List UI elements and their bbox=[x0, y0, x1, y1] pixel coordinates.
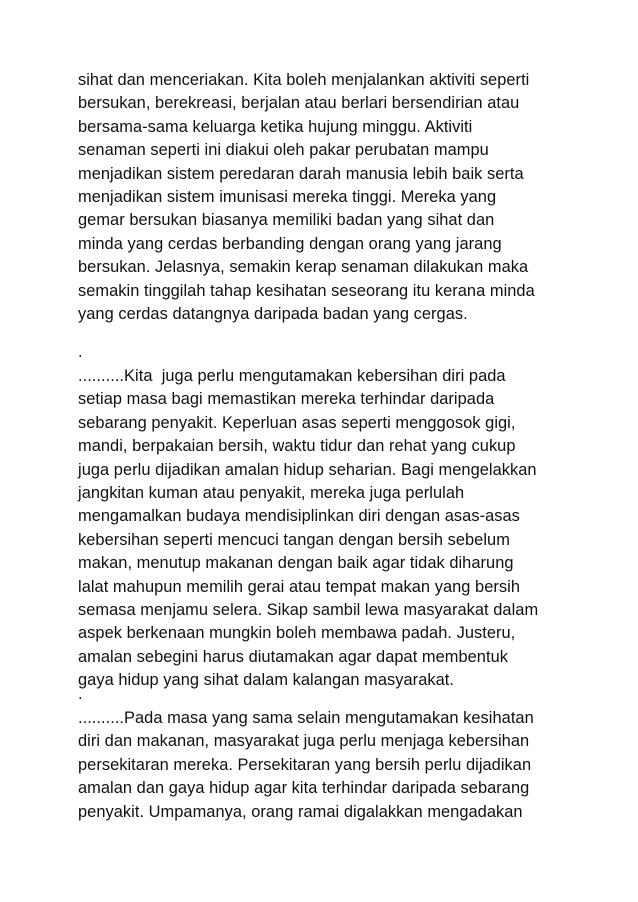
paragraph-line: lalat mahupun memilih gerai atau tempat makan yang bersih bbox=[78, 577, 520, 596]
paragraph-line: diri dan makanan, masyarakat juga perlu menjaga kebersihan bbox=[78, 732, 530, 751]
paragraph-separator bbox=[78, 341, 578, 364]
separator-dot: . bbox=[78, 685, 83, 703]
paragraph-line: mengamalkan budaya mendisiplinkan diri dengan asas-asas bbox=[78, 507, 520, 526]
paragraph-2 bbox=[78, 365, 578, 692]
paragraph-line: semasa menjamu selera. Sikap sambil lewa masyarakat dalam bbox=[78, 600, 539, 619]
paragraph-3 bbox=[78, 707, 578, 824]
paragraph-line: makan, menutup makanan dengan baik agar tidak diharung bbox=[78, 554, 514, 573]
paragraph-line: senaman seperti ini diakui oleh pakar perubatan mampu bbox=[78, 141, 489, 160]
paragraph-line: menjadikan sistem peredaran darah manusia lebih baik serta bbox=[78, 164, 524, 183]
paragraph-line: bersukan. Jelasnya, semakin kerap senaman dilakukan maka bbox=[78, 258, 529, 277]
paragraph-line: bersama-sama keluarga ketika hujung minggu. Aktiviti bbox=[78, 117, 473, 136]
paragraph-line: amalan sebegini harus diutamakan agar dapat membentuk bbox=[78, 647, 508, 666]
paragraph-line: bersukan, berekreasi, berjalan atau berlari bersendirian atau bbox=[78, 94, 520, 113]
paragraph-line: amalan dan gaya hidup agar kita terhindar daripada sebarang bbox=[78, 779, 530, 798]
paragraph-line: sebarang penyakit. Keperluan asas seperti menggosok gigi, bbox=[78, 413, 516, 432]
paragraph-line: gaya hidup yang sihat dalam kalangan masyarakat. bbox=[78, 671, 454, 690]
paragraph-line: mandi, berpakaian bersih, waktu tidur dan rehat yang cukup bbox=[78, 437, 516, 456]
paragraph-line: semakin tinggilah tahap kesihatan seseorang itu kerana minda bbox=[78, 281, 535, 300]
paragraph-line: aspek berkenaan mungkin boleh membawa padah. Justeru, bbox=[78, 624, 516, 643]
paragraph-line: minda yang cerdas berbanding dengan orang yang jarang bbox=[78, 234, 502, 253]
paragraph-line: ..........Pada masa yang sama selain mengutamakan kesihatan bbox=[78, 709, 534, 727]
paragraph-line: kebersihan seperti mencuci tangan dengan bersih sebelum bbox=[78, 530, 510, 549]
paragraph-separator bbox=[78, 683, 578, 706]
separator-dot: . bbox=[78, 343, 83, 361]
paragraph-line: persekitaran mereka. Persekitaran yang bersih perlu dijadikan bbox=[78, 755, 532, 774]
paragraph-line: sihat dan menceriakan. Kita boleh menjalankan aktiviti seperti bbox=[78, 71, 530, 89]
paragraph-line: penyakit. Umpamanya, orang ramai digalakkan mengadakan bbox=[78, 802, 523, 821]
paragraph-line: gemar bersukan biasanya memiliki badan yang sihat dan bbox=[78, 211, 495, 230]
paragraph-line: menjadikan sistem imunisasi mereka tinggi. Mereka yang bbox=[78, 187, 497, 206]
paragraph-line: jangkitan kuman atau penyakit, mereka juga perlulah bbox=[78, 483, 465, 502]
paragraph-line: yang cerdas datangnya daripada badan yang cergas. bbox=[78, 304, 468, 323]
paragraph-line: setiap masa bagi memastikan mereka terhindar daripada bbox=[78, 390, 495, 409]
paragraph-line: ..........Kita juga perlu mengutamakan kebersihan diri pada bbox=[78, 367, 506, 385]
paragraph-line: juga perlu dijadikan amalan hidup seharian. Bagi mengelakkan bbox=[78, 460, 537, 479]
paragraph-1 bbox=[78, 69, 578, 326]
